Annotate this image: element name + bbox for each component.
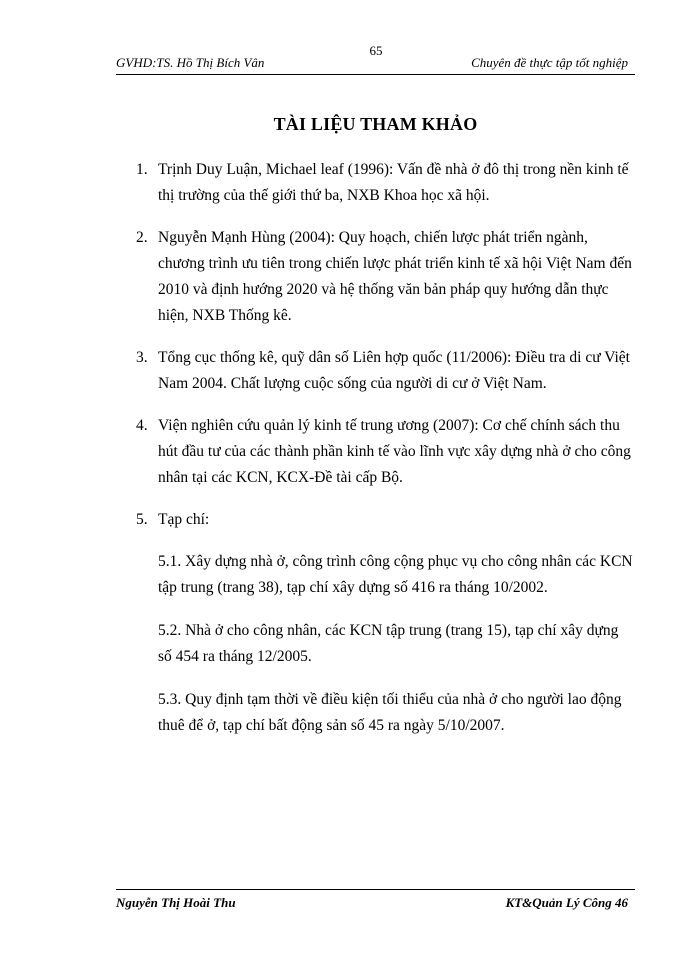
header-divider bbox=[116, 74, 635, 75]
reference-number: 2. bbox=[136, 229, 148, 246]
reference-list bbox=[116, 157, 635, 756]
reference-item-5 bbox=[116, 507, 635, 533]
header-left: GVHD:TS. Hồ Thị Bích Vân bbox=[116, 55, 265, 70]
header-right: Chuyên đề thực tập tốt nghiệp bbox=[471, 55, 628, 70]
page-number: 65 bbox=[369, 43, 383, 58]
reference-number: 3. bbox=[136, 349, 148, 366]
footer-right: KT&Quản Lý Công 46 bbox=[505, 895, 628, 910]
page-title: TÀI LIỆU THAM KHẢO bbox=[273, 114, 478, 134]
reference-item-3 bbox=[116, 345, 635, 397]
footer-divider bbox=[116, 889, 635, 890]
reference-text: Tạp chí: bbox=[158, 511, 210, 528]
reference-text: Viện nghiên cứu quản lý kinh tế trung ương (2007): Cơ chế chính sách thu hút đầu tư của các thành phần kinh tế vào lĩnh vực xây dựng nhà ở cho công nhân tại các KCN, KCX-Đề tài cấp Bộ. bbox=[158, 417, 631, 486]
footer-left: Nguyễn Thị Hoài Thu bbox=[116, 895, 236, 910]
reference-item-4 bbox=[116, 413, 635, 491]
reference-text: Nguyễn Mạnh Hùng (2004): Quy hoạch, chiến lược phát triển ngành, chương trình ưu tiên trong chiến lược phát triển kinh tế xã hội Việt Nam đến 2010 và định hướng 2020 và hệ thống văn bản pháp quy hướng dẫn thực hiện, NXB Thống kê. bbox=[158, 229, 632, 324]
reference-number: 5. bbox=[136, 511, 148, 528]
reference-text: Trịnh Duy Luận, Michael leaf (1996): Vấn đề nhà ở đô thị trong nền kinh tế thị trường của thế giới thứ ba, NXB Khoa học xã hội. bbox=[158, 161, 629, 204]
reference-item-1 bbox=[116, 157, 635, 209]
reference-number: 1. bbox=[136, 161, 148, 178]
sub-reference-5-2: 5.2. Nhà ở cho công nhân, các KCN tập trung (trang 15), tạp chí xây dựng số 454 ra tháng 12/2005. bbox=[158, 622, 619, 665]
reference-item-2 bbox=[116, 225, 635, 329]
reference-number: 4. bbox=[136, 417, 148, 434]
sub-reference-5-1: 5.1. Xây dựng nhà ở, công trình công cộng phục vụ cho công nhân các KCN tập trung (trang 38), tạp chí xây dựng số 416 ra tháng 10/2002. bbox=[158, 553, 633, 596]
sub-reference-5-3: 5.3. Quy định tạm thời về điều kiện tối thiểu của nhà ở cho người lao động thuê để ở, tạp chí bất động sản số 45 ra ngày 5/10/2007. bbox=[158, 691, 622, 734]
reference-text: Tổng cục thống kê, quỹ dân số Liên hợp quốc (11/2006): Điều tra di cư Việt Nam 2004. Chất lượng cuộc sống của người di cư ở Việt Nam. bbox=[158, 349, 630, 392]
